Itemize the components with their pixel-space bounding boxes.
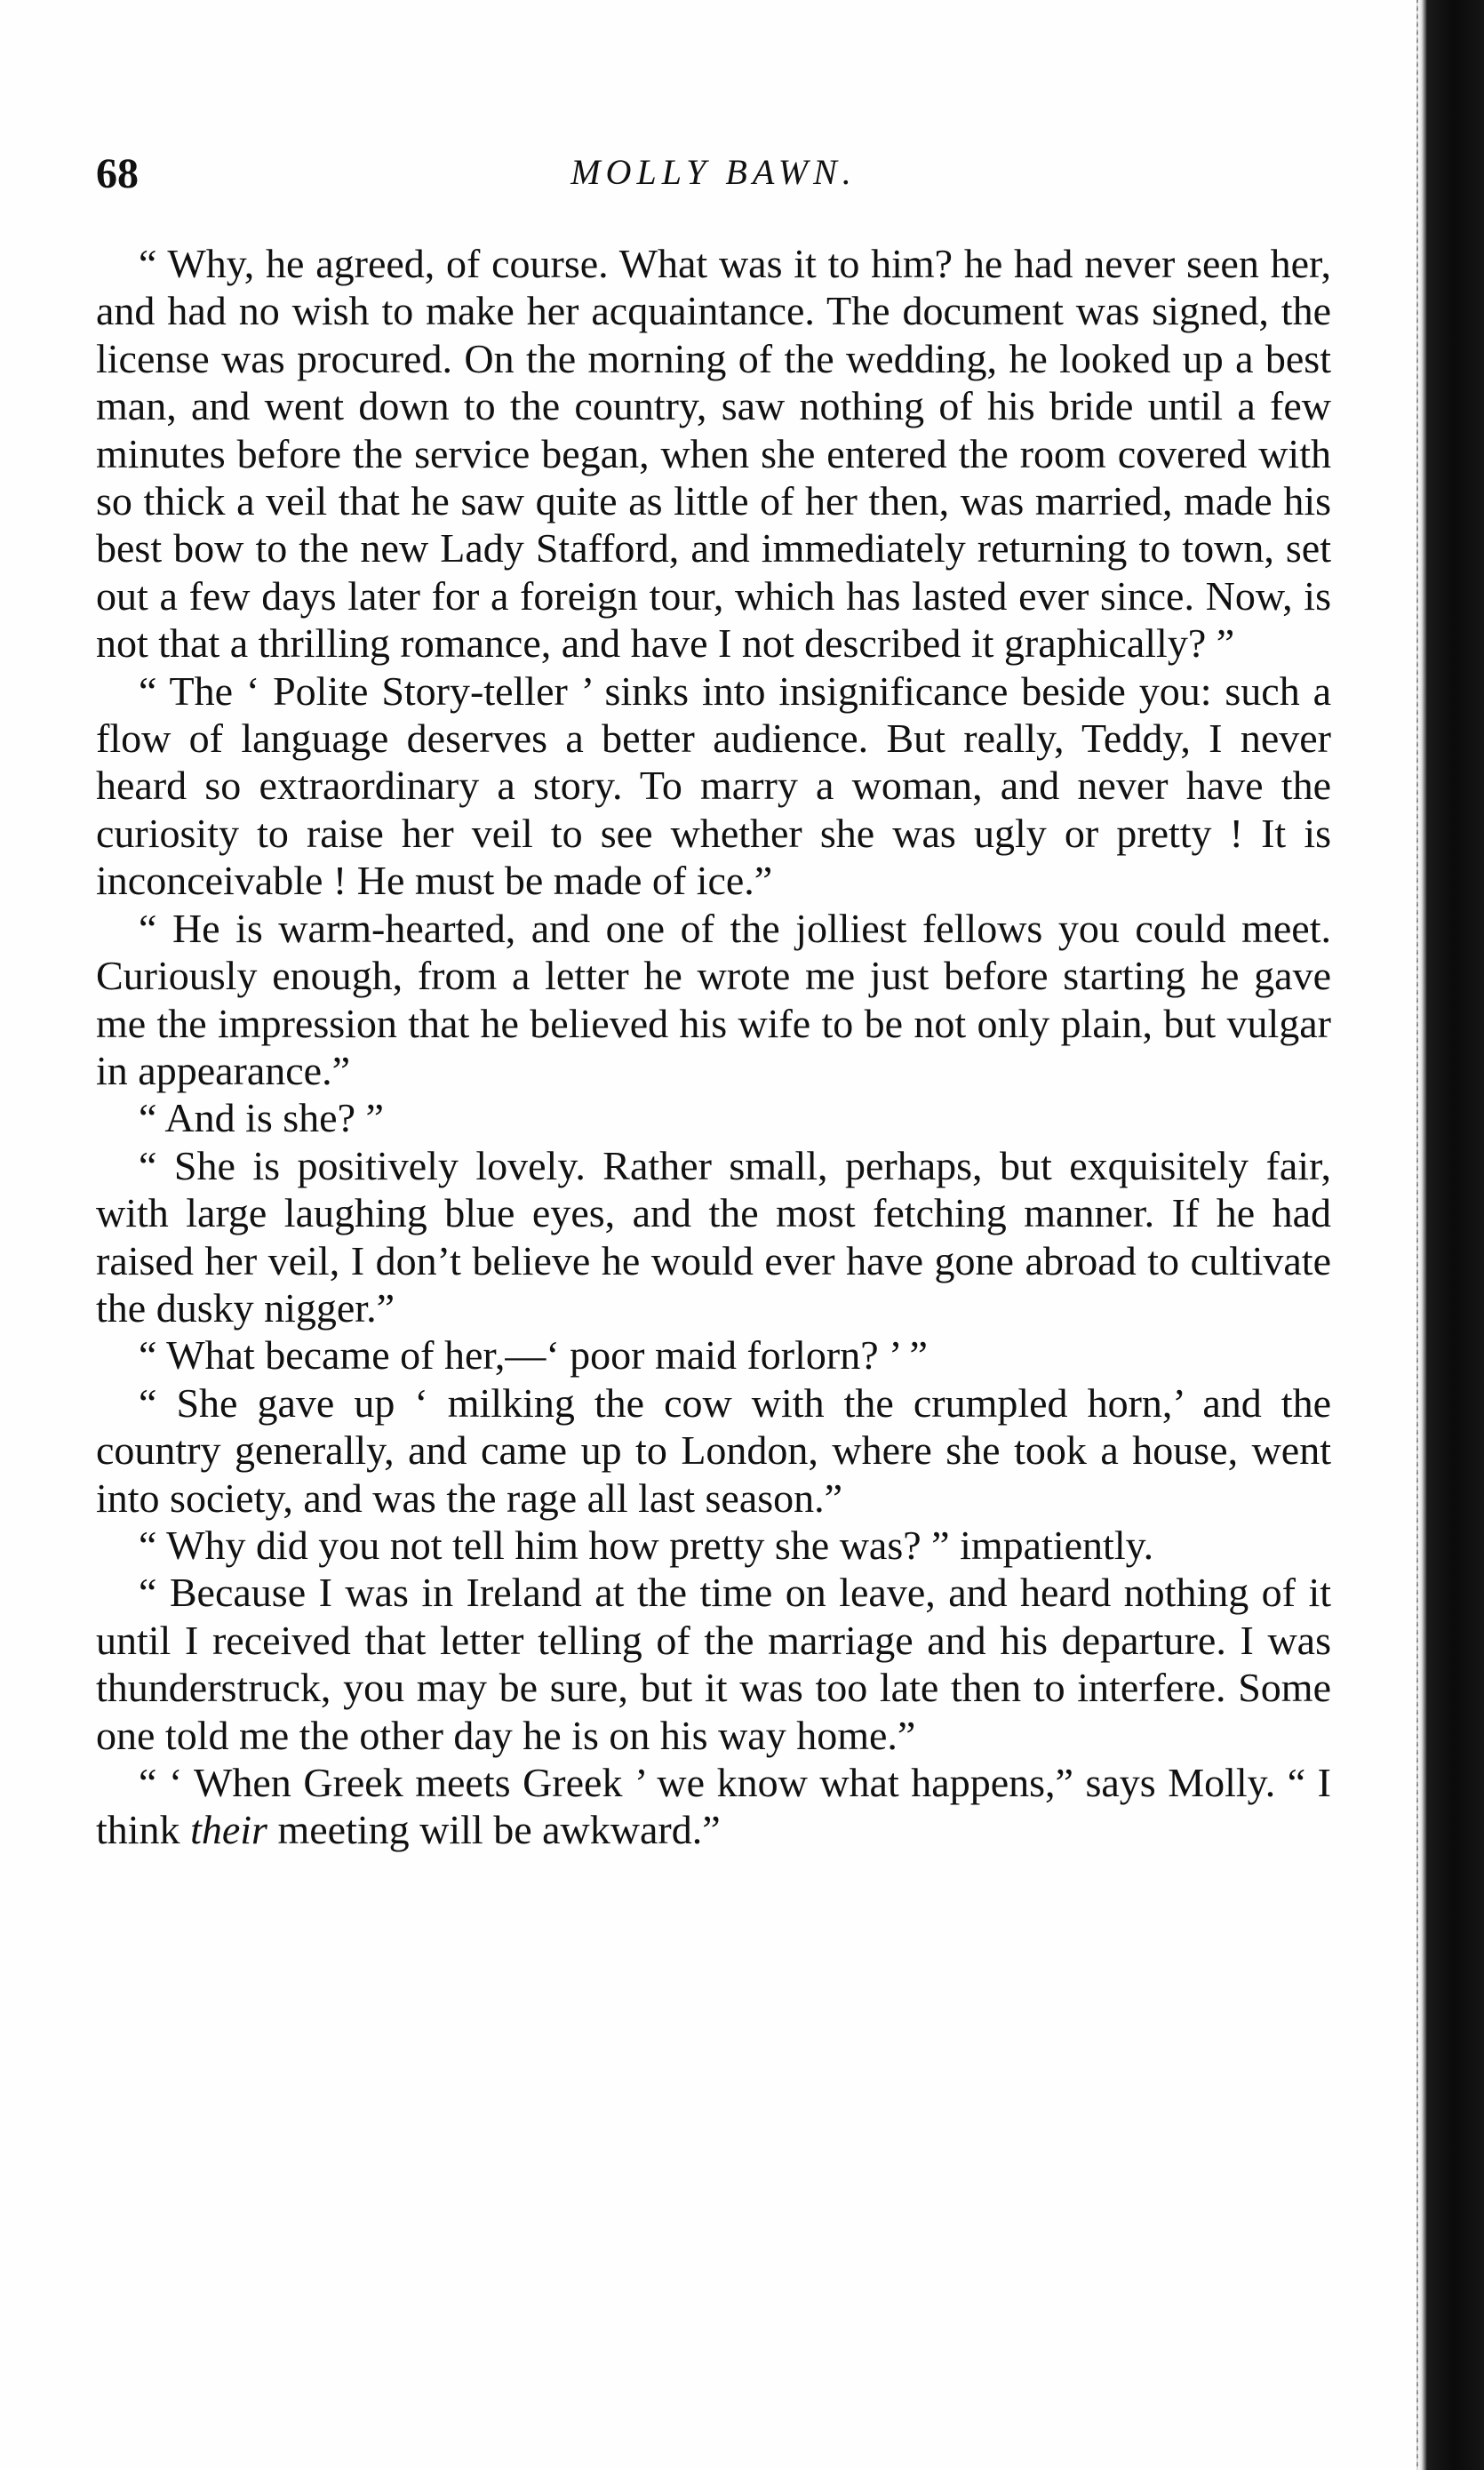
running-title: MOLLY BAWN. <box>570 152 857 192</box>
paragraph-text: meeting will be awkward.” <box>267 1807 721 1853</box>
paragraph-text: “ ‘ When Greek meets Greek ’ we know what happens,” says Molly. “ I think <box>96 1760 1331 1853</box>
paragraph: “ The ‘ Polite Story-teller ’ sinks into insignificance beside you: such a flow of language deserves a better audience. But really, Teddy, I never heard so extraordinary a story. To marry a woman, and never have the curiosity to raise her veil to see whether she was ugly or pretty ! It is inconceivable ! He must be made of ice.” <box>96 667 1331 904</box>
paragraph-last <box>96 1759 1331 1854</box>
paragraph: “ He is warm-hearted, and one of the jolliest fellows you could meet. Curiously enough, from a letter he wrote me just before starting he gave me the impression that he believed his wife to be not only plain, but vulgar in appearance.” <box>96 905 1331 1093</box>
book-spine <box>1418 0 1484 2470</box>
paragraph: “ Why did you not tell him how pretty she was? ” impatiently. <box>139 1522 1154 1568</box>
paragraph: “ What became of her,—‘ poor maid forlorn? ’ ” <box>139 1332 928 1379</box>
page-body <box>96 240 1331 1854</box>
paragraph: “ And is she? ” <box>139 1095 384 1141</box>
page-header <box>96 149 1331 203</box>
paragraph: “ She gave up ‘ milking the cow with the crumpled horn,’ and the country generally, and came up to London, where she took a house, went into society, and was the rage all last season.” <box>96 1379 1331 1521</box>
paragraph: “ She is positively lovely. Rather small, perhaps, but exquisitely fair, with large laughing blue eyes, and the most fetching manner. If he had raised her veil, I don’t believe he would ever have gone abroad to cultivate the dusky nigger.” <box>96 1142 1331 1331</box>
page-number: 68 <box>96 150 139 197</box>
italic-word: their <box>190 1807 267 1853</box>
paragraph: “ Because I was in Ireland at the time on leave, and heard nothing of it until I received that letter telling of the marriage and his departure. I was thunderstruck, you may be sure, but it was too late then to interfere. Some one told me the other day he is on his way home.” <box>96 1570 1331 1758</box>
paragraph: “ Why, he agreed, of course. What was it to him? he had never seen her, and had no wish to make her acquaintance. The document was signed, the license was procured. On the morning of the wedding, he looked up a best man, and went down to the country, saw nothing of his bride until a few minutes before the service began, when she entered the room covered with so thick a veil that he saw quite as little of her then, was married, made his best bow to the new Lady Stafford, and immediately returning to town, set out a few days later for a foreign tour, which has lasted ever since. Now, is not that a thrilling romance, and have I not described it graphically? ” <box>96 241 1331 667</box>
